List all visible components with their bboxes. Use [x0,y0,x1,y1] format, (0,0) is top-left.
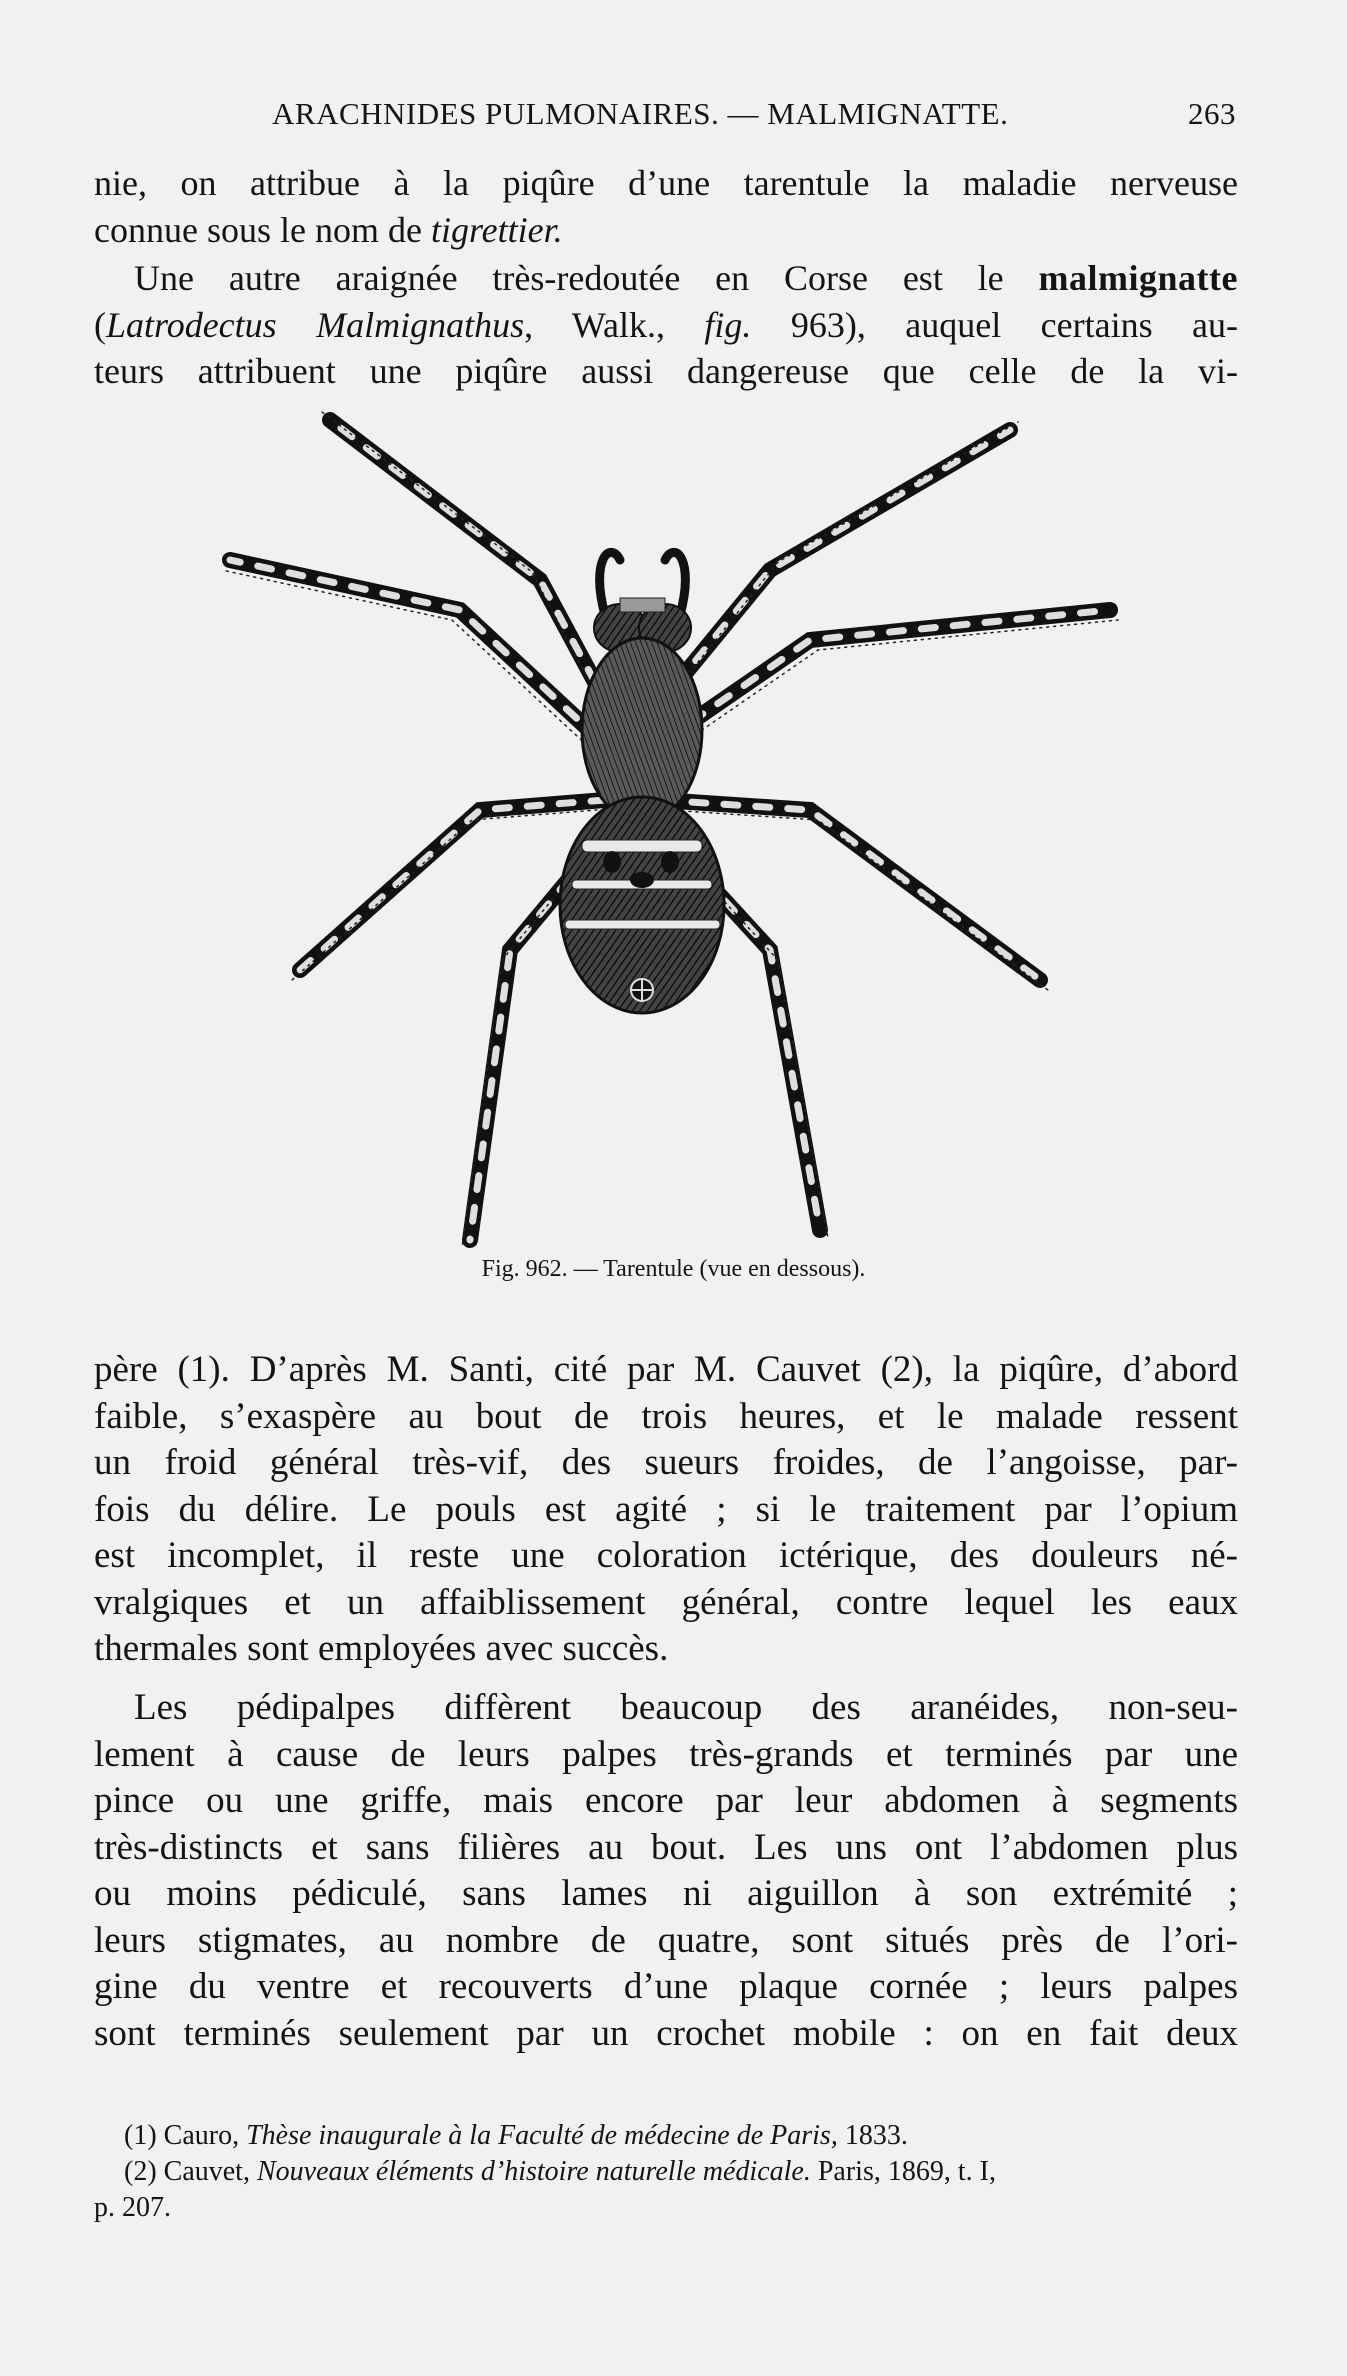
footnote-author: (2) Cauvet, [124,2156,257,2187]
text-line: gine du ventre et recouverts d’une plaque cornée ; leurs palpes [94,1966,1238,2007]
footnote-title: Thèse inaugurale à la Faculté de médecine de Paris, [246,2120,838,2151]
text-line: un froid général très-vif, des sueurs froides, de l’angoisse, par- [94,1442,1238,1483]
footnotes [94,2118,1238,2226]
footnote-author: (1) Cauro, [124,2120,247,2151]
text-line [94,255,1238,302]
paragraph-continuation [94,160,1238,253]
footnote-year: 1833. [837,2120,908,2151]
page-number: 263 [1188,96,1236,131]
text-span: 963), auquel certains au- [751,304,1238,345]
text-line: Les pédipalpes diffèrent beaucoup des aranéides, non-seu- [134,1687,1238,1728]
footnote-imprint: Paris, 1869, t. I, [810,2156,996,2187]
text-line: est incomplet, il reste une coloration ictérique, des douleurs né- [94,1535,1238,1576]
text-line: teurs attribuent une piqûre aussi dangereuse que celle de la vi- [94,351,1238,391]
text-line: père (1). D’après M. Santi, cité par M. Cauvet (2), la piqûre, d’abord [94,1349,1238,1390]
tarantula-illustration [210,410,1130,1250]
text-span: Une autre araignée très-redoutée en Corse est le [134,258,1039,298]
figure-caption: Fig. 962. — Tarentule (vue en dessous). [481,1256,866,1282]
text-line: thermales sont employées avec succès. [94,1628,669,1669]
text-line: pince ou une griffe, mais encore par leur abdomen à segments [94,1780,1238,1821]
text-line: sont terminés seulement par un crochet mobile : on en fait deux [94,2012,1238,2054]
paragraph-malmignatte [94,255,1238,395]
text-line: leurs stigmates, au nombre de quatre, sont situés près de l’ori- [94,1919,1238,1961]
bold-term: malmignatte [1038,258,1238,298]
text-line: ou moins pédiculé, sans lames ni aiguillon à son extrémité ; [94,1873,1238,1914]
text-line: nie, on attribue à la piqûre d’une tarentule la maladie nerveuse [94,163,1238,203]
text-line: fois du délire. Le pouls est agité ; si le traitement par l’opium [94,1488,1238,1530]
text-span: , Walk., [524,304,705,345]
paragraph-pedipalpes [94,1685,1238,2057]
text-span: connue sous le nom de [94,209,431,250]
text-line: faible, s’exaspère au bout de trois heures, et le malade ressent [94,1395,1238,1437]
text-line: lement à cause de leurs palpes très-grands et terminés par une [94,1733,1238,1775]
footnote-1 [94,2118,1238,2154]
text-line: vralgiques et un affaiblissement général, contre lequel les eaux [94,1581,1238,1623]
text-line: très-distincts et sans filières au bout. Les uns ont l’abdomen plus [94,1826,1238,1868]
italic-term: fig. [704,304,752,345]
footnote-title: Nouveaux éléments d’histoire naturelle médicale. [256,2156,811,2187]
text-span: ( [94,304,106,345]
italic-term: tigrettier. [430,209,563,250]
text-line [94,302,1238,349]
footnote-2 [94,2154,1238,2190]
paragraph-symptoms [94,1347,1238,1673]
italic-term: Latrodectus Malmignathus [106,304,525,345]
footnote-2-cont: p. 207. [94,2192,171,2223]
text-line [94,207,1238,254]
running-title: ARACHNIDES PULMONAIRES. — MALMIGNATTE. [272,96,1009,131]
